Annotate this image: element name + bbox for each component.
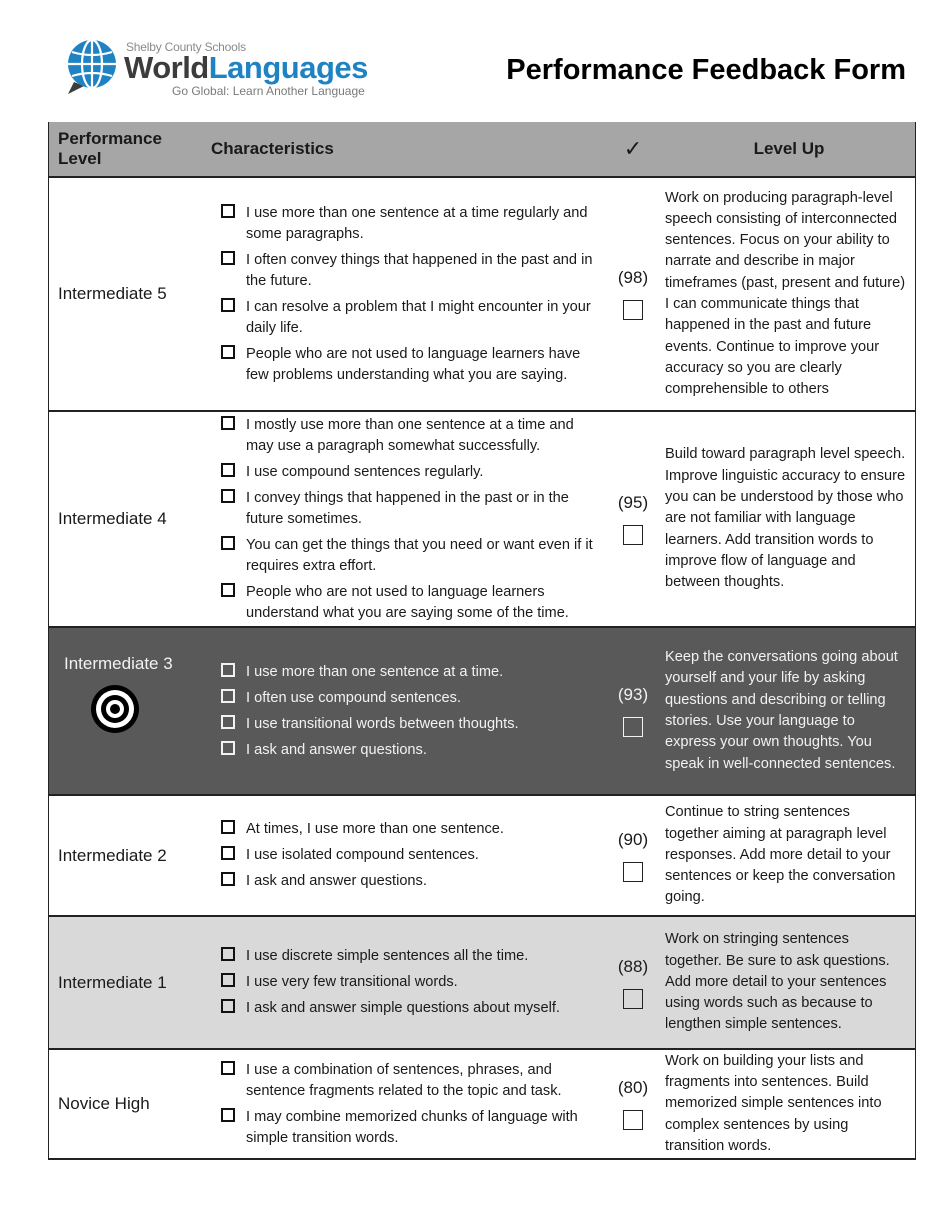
checkbox-bullet-icon: [221, 536, 235, 550]
characteristics-cell: [201, 412, 603, 626]
level-up-text: Work on stringing sentences together. Be sure to ask questions. Add more detail to your sentences using words such as because to lengthen simple sentences.: [665, 931, 890, 1033]
level-up-cell: [663, 1050, 915, 1158]
characteristic-item: [201, 871, 595, 892]
level-up-cell: [663, 917, 915, 1048]
header-performance-level: Performance Level: [58, 129, 162, 168]
feedback-table: [48, 122, 916, 1160]
level-score: (90): [617, 829, 649, 849]
level-up-text: Work on building your lists and fragments into sentences. Build memorized simple sentences into complex sentences by using transition words.: [665, 1052, 882, 1154]
checkbox-bullet-icon: [221, 583, 235, 597]
characteristic-text: I use isolated compound sentences.: [246, 847, 479, 863]
level-checkbox[interactable]: [623, 300, 643, 320]
level-score: (93): [617, 685, 649, 704]
level-score: (88): [617, 956, 649, 976]
checkbox-bullet-icon: [221, 298, 235, 312]
characteristic-text: At times, I use more than one sentence.: [246, 821, 504, 837]
header-characteristics: Characteristics: [211, 139, 334, 158]
characteristic-text: People who are not used to language learners understand what you are saying some of the time.: [246, 583, 569, 621]
characteristic-text: I can resolve a problem that I might encounter in your daily life.: [246, 298, 591, 336]
target-icon: [89, 683, 141, 735]
characteristic-item: [201, 488, 595, 530]
level-up-cell: [663, 796, 915, 915]
logo-district-name: Shelby County Schools: [126, 40, 246, 54]
characteristic-item: [201, 714, 595, 735]
world-languages-logo: [62, 36, 372, 106]
header-level-up: Level Up: [753, 139, 825, 158]
performance-level-cell: [49, 796, 201, 915]
characteristic-text: I use compound sentences regularly.: [246, 463, 484, 480]
table-row: [49, 628, 915, 796]
performance-level-label: Intermediate 1: [58, 972, 167, 992]
checkbox-bullet-icon: [221, 689, 235, 703]
checkbox-bullet-icon: [221, 345, 235, 359]
level-up-cell: [663, 412, 915, 626]
characteristic-item: [201, 740, 595, 761]
score-check-cell: [603, 628, 663, 794]
score-check-cell: [603, 178, 663, 410]
characteristic-text: People who are not used to language learners have few problems understanding what you are saying.: [246, 345, 581, 383]
characteristic-text: I use transitional words between thoughts.: [246, 715, 519, 732]
characteristic-text: I convey things that happened in the past or in the future sometimes.: [246, 489, 569, 527]
characteristics-cell: [201, 628, 603, 794]
characteristic-item: [201, 688, 595, 709]
header-check: ✓: [623, 136, 643, 161]
characteristic-text: I often convey things that happened in the past and in the future.: [246, 251, 593, 289]
characteristic-item: [201, 344, 595, 386]
checkbox-bullet-icon: [221, 489, 235, 503]
characteristics-cell: [201, 917, 603, 1048]
characteristic-item: [201, 203, 595, 245]
checkbox-bullet-icon: [221, 1108, 235, 1122]
logo-tagline: Go Global: Learn Another Language: [172, 84, 365, 98]
checkbox-bullet-icon: [221, 999, 235, 1013]
performance-level-cell: [49, 178, 201, 410]
logo-wordmark: WorldLanguages: [124, 50, 368, 85]
characteristic-item: [201, 297, 595, 339]
characteristics-cell: [201, 178, 603, 410]
level-up-text: Build toward paragraph level speech. Improve linguistic accuracy to ensure you can be understood by those who are not familiar with language learners. Add transition words to improve flow of language and between thoughts.: [665, 446, 906, 591]
characteristic-item: [201, 662, 595, 683]
checkbox-bullet-icon: [221, 973, 235, 987]
level-checkbox[interactable]: [623, 717, 643, 737]
checkbox-bullet-icon: [221, 416, 235, 430]
level-checkbox[interactable]: [623, 862, 643, 882]
characteristic-text: I often use compound sentences.: [246, 689, 461, 706]
table-row: [49, 796, 915, 917]
score-check-cell: [603, 917, 663, 1048]
characteristic-text: You can get the things that you need or want even if it requires extra effort.: [246, 536, 593, 574]
level-score: (95): [617, 493, 649, 512]
characteristic-text: I ask and answer questions.: [246, 741, 427, 758]
checkbox-bullet-icon: [221, 741, 235, 755]
characteristic-item: [201, 415, 595, 457]
checkbox-bullet-icon: [221, 204, 235, 218]
characteristic-item: [201, 998, 595, 1019]
performance-level-label: Intermediate 3: [64, 654, 173, 673]
performance-level-label: Intermediate 4: [58, 509, 167, 528]
characteristic-text: I use more than one sentence at a time regularly and some paragraphs.: [246, 204, 588, 242]
table-row: [49, 178, 915, 412]
checkbox-bullet-icon: [221, 251, 235, 265]
characteristic-item: [201, 1060, 595, 1102]
characteristics-cell: [201, 796, 603, 915]
level-checkbox[interactable]: [623, 989, 643, 1009]
level-up-text: Work on producing paragraph-level speech consisting of interconnected sentences. Focus on your ability to narrate and describe in major timeframes (past, present and future) I can communicate things that happened in the past and future events. Continue to improve your accuracy so you are clearly comprehensible to others: [665, 189, 906, 398]
level-checkbox[interactable]: [623, 525, 643, 545]
performance-level-cell: [49, 628, 201, 794]
characteristic-text: I may combine memorized chunks of language with simple transition words.: [246, 1108, 578, 1146]
level-up-cell: [663, 178, 915, 410]
performance-level-label: Intermediate 5: [58, 284, 167, 303]
score-check-cell: [603, 412, 663, 626]
characteristic-item: [201, 535, 595, 577]
score-check-cell: [603, 796, 663, 915]
table-row: [49, 412, 915, 628]
characteristic-text: I use discrete simple sentences all the time.: [246, 948, 529, 964]
performance-level-cell: [49, 1050, 201, 1158]
checkbox-bullet-icon: [221, 820, 235, 834]
checkbox-bullet-icon: [221, 715, 235, 729]
table-row: [49, 1050, 915, 1160]
page-title: Performance Feedback Form: [506, 54, 906, 86]
checkbox-bullet-icon: [221, 663, 235, 677]
level-up-cell: [663, 628, 915, 794]
checkbox-bullet-icon: [221, 1061, 235, 1075]
characteristic-text: I use a combination of sentences, phrases, and sentence fragments related to the topic and task.: [246, 1061, 562, 1099]
characteristic-item: [201, 250, 595, 292]
level-score: (98): [617, 268, 649, 287]
characteristic-item: [201, 972, 595, 993]
characteristic-text: I use more than one sentence at a time.: [246, 663, 504, 680]
checkbox-bullet-icon: [221, 463, 235, 477]
characteristic-item: [201, 819, 595, 840]
characteristic-item: [201, 845, 595, 866]
performance-level-label: Novice High: [58, 1094, 150, 1113]
characteristic-text: I mostly use more than one sentence at a time and may use a paragraph somewhat successfully.: [246, 416, 574, 454]
characteristic-text: I use very few transitional words.: [246, 974, 458, 990]
globe-icon: [64, 38, 120, 94]
performance-level-cell: [49, 917, 201, 1048]
characteristics-cell: [201, 1050, 603, 1158]
checkbox-bullet-icon: [221, 872, 235, 886]
characteristic-item: [201, 1107, 595, 1149]
level-up-text: Continue to string sentences together aiming at paragraph level responses. Add more detail to your sentences or keep the conversation going.: [665, 804, 896, 906]
level-checkbox[interactable]: [623, 1110, 643, 1130]
checkbox-bullet-icon: [221, 846, 235, 860]
characteristic-text: I ask and answer questions.: [246, 873, 427, 889]
performance-level-cell: [49, 412, 201, 626]
table-header: [49, 122, 915, 178]
level-up-text: Keep the conversations going about yourself and your life by asking questions and describing or telling stories. Use your language to express your own thoughts. You speak in well-connected sentences.: [665, 649, 898, 772]
characteristic-item: [201, 946, 595, 967]
characteristic-item: [201, 582, 595, 624]
level-score: (80): [617, 1078, 649, 1097]
checkbox-bullet-icon: [221, 947, 235, 961]
score-check-cell: [603, 1050, 663, 1158]
characteristic-item: [201, 462, 595, 483]
performance-level-label: Intermediate 2: [58, 845, 167, 865]
characteristic-text: I ask and answer simple questions about myself.: [246, 1000, 560, 1016]
table-row: [49, 917, 915, 1050]
